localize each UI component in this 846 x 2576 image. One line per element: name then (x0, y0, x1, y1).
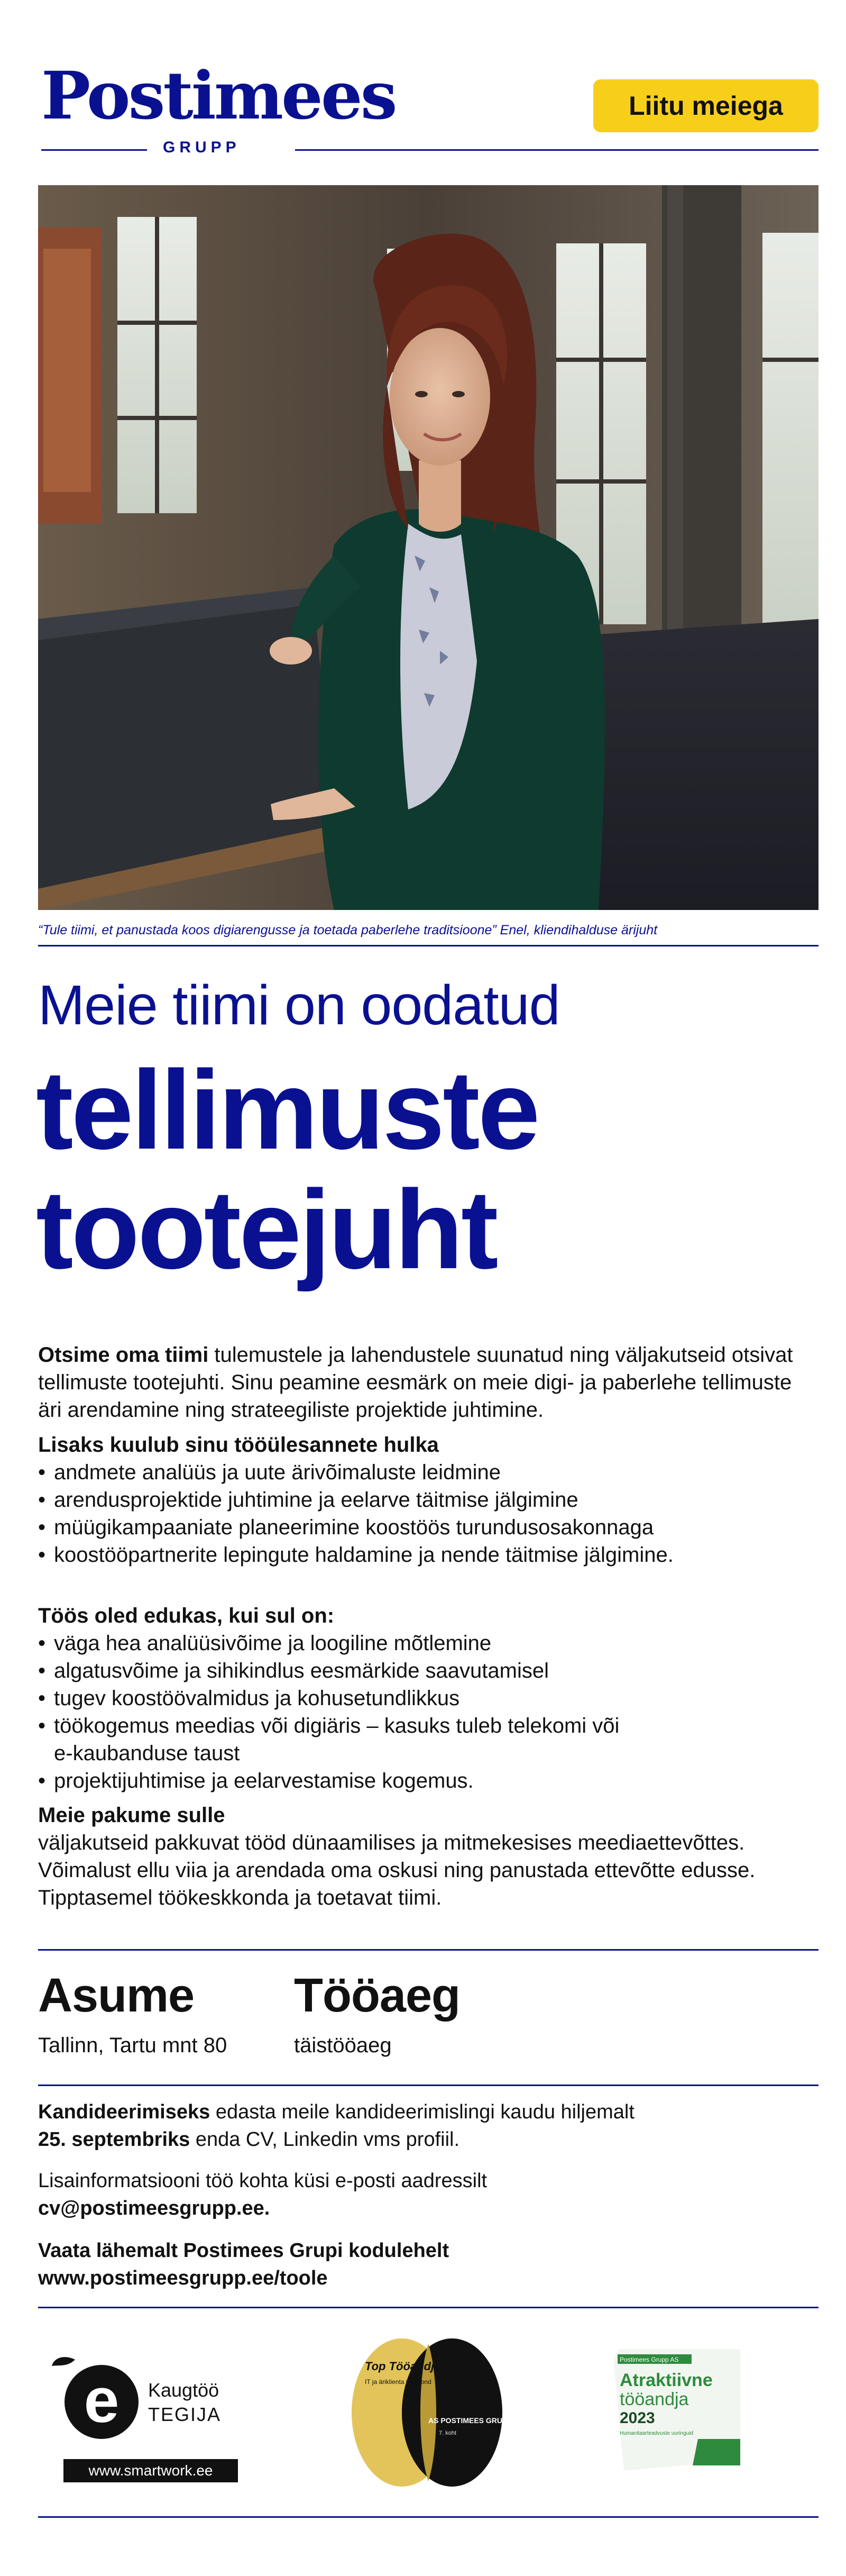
postimees-grupp-logo[interactable] (41, 59, 396, 133)
footer-rule (38, 2516, 819, 2518)
photo-caption: “Tule tiimi, et panustada koos digiarengusse ja toetada paberlehe traditsioone” Enel, kliendihalduse ärijuht (38, 923, 658, 937)
smartwork-line1: Kaugtöö (148, 2379, 219, 2401)
headline-intro: Meie tiimi on oodatud (38, 974, 560, 1036)
contact-info (38, 2167, 821, 2222)
apply-lead: Kandideerimiseks (38, 2101, 210, 2123)
top-subtitle: IT ja äriklienta valdkond (365, 2378, 431, 2386)
offer-line: Võimalust ellu viia ja arendada oma oskusi ning panustada ettevõtte edusse. (38, 1859, 756, 1882)
top-company: AS POSTIMEES GRUPP (428, 2416, 512, 2425)
attr-note: Humanitaarteadvuste uuringuid (620, 2431, 693, 2436)
list-item: • andmete analüüs ja uute ärivõimaluste leidmine (38, 1459, 821, 1486)
apply-instructions (38, 2098, 821, 2153)
list-item: • müügikampaaniate planeerimine koostöös turundusosakonnaga (38, 1514, 821, 1541)
worktime-block (294, 1969, 460, 2059)
website-text: Vaata lähemalt Postimees Grupi kodulehelt (38, 2240, 449, 2262)
location-block (38, 1969, 227, 2059)
list-item: • tugev koostöövalmidus ja kohusetundlikkus (38, 1685, 630, 1712)
list-item: • arendusprojektide juhtimine ja eelarve täitmise jälgimine (38, 1486, 821, 1514)
intro-paragraph (38, 1341, 821, 1424)
join-us-button[interactable]: Liitu meiega (593, 79, 819, 132)
job-title (36, 1047, 538, 1292)
list-item: • töökogemus meedias või digiäris – kasuks tuleb telekomi või e-kaubanduse taust (38, 1712, 630, 1767)
attr-word2: tööandja (620, 2389, 689, 2409)
list-item: • koostööpartnerite lepingute haldamine ja nende täitmise jälgimine. (38, 1541, 821, 1569)
smartwork-letter: e (84, 2365, 119, 2436)
atraktiivne-tooandja-badge (608, 2338, 751, 2476)
logo-subtext: GRUPP (163, 139, 241, 156)
tasks-section (38, 1431, 821, 1569)
apply-text: edasta meile kandideerimislingi kaudu hiljemalt (210, 2101, 635, 2123)
hero-photo (38, 185, 819, 910)
top-small: 7. koht (439, 2430, 457, 2436)
requirements-section (38, 1602, 821, 1795)
requirements-heading: Töös oled edukas, kui sul on: (38, 1604, 335, 1627)
top-title: Top Tööandja (365, 2360, 441, 2373)
intro-lead: Otsime oma tiimi (38, 1343, 209, 1367)
worktime-title: Tööaeg (294, 1969, 461, 2022)
job-title-line2: tootejuht (36, 1167, 496, 1292)
info-text: Lisainformatsiooni töö kohta küsi e-posti aadressilt (38, 2170, 488, 2192)
website-link[interactable]: www.postimeesgrupp.ee/toole (38, 2267, 328, 2289)
tasks-heading: Lisaks kuulub sinu tööülesannete hulka (38, 1433, 439, 1457)
contact-email-link[interactable]: cv@postimeesgrupp.ee. (38, 2197, 270, 2219)
offer-section (38, 1801, 821, 1911)
top-tooandja-badge (349, 2333, 512, 2492)
list-item: • algatusvõime ja sihikindlus eesmärkide saavutamisel (38, 1657, 630, 1685)
section-divider (38, 1949, 819, 1951)
smartwork-logo-icon (38, 2344, 250, 2455)
list-item: • väga hea analüüsivõime ja loogiline mõtlemine (38, 1630, 630, 1657)
smartwork-link[interactable]: www.smartwork.ee (63, 2459, 238, 2482)
requirements-list (38, 1630, 630, 1795)
tasks-list (38, 1459, 821, 1569)
list-item: • projektijuhtimise ja eelarvestamise kogemus. (38, 1767, 630, 1795)
location-title: Asume (38, 1969, 195, 2022)
section-divider (38, 2085, 819, 2086)
offer-line: Tipptasemel töökeskkonda ja toetavat tiimi. (38, 1886, 442, 1909)
intro-text: tulemustele ja lahendustele suunatud ning väljakutseid otsivat tellimuste tootejuhti. Sinu peamine eesmärk on meie digi- ja paberlehe tellimuste äri arendamine ning strateegiliste projektide juhtimine. (38, 1343, 793, 1422)
logo-wordmark: Postimees (41, 58, 396, 134)
kaugtoo-tegija-badge (38, 2344, 250, 2487)
attractive-employer-icon (608, 2338, 751, 2476)
section-divider (38, 2307, 819, 2308)
offer-line: väljakutseid pakkuvat tööd dünaamilises ja mitmekesises meediaettevõttes. (38, 1831, 745, 1854)
top-employer-icon (349, 2333, 512, 2492)
deadline: 25. septembriks (38, 2128, 190, 2151)
attr-small: Postimees Grupp AS (620, 2356, 679, 2363)
offer-heading: Meie pakume sulle (38, 1804, 225, 1827)
caption-rule (38, 945, 819, 946)
location-value: Tallinn, Tartu mnt 80 (38, 2034, 227, 2057)
website-info (38, 2237, 821, 2292)
attr-word1: Atraktiivne (620, 2370, 713, 2390)
job-title-line1: tellimuste (36, 1047, 538, 1172)
page-header (41, 59, 819, 165)
apply-text-2: enda CV, Linkedin vms profiil. (190, 2128, 460, 2151)
attr-year: 2023 (620, 2409, 655, 2427)
smartwork-line2: TEGIJA (148, 2404, 222, 2425)
worktime-value: täistööaeg (294, 2034, 392, 2057)
